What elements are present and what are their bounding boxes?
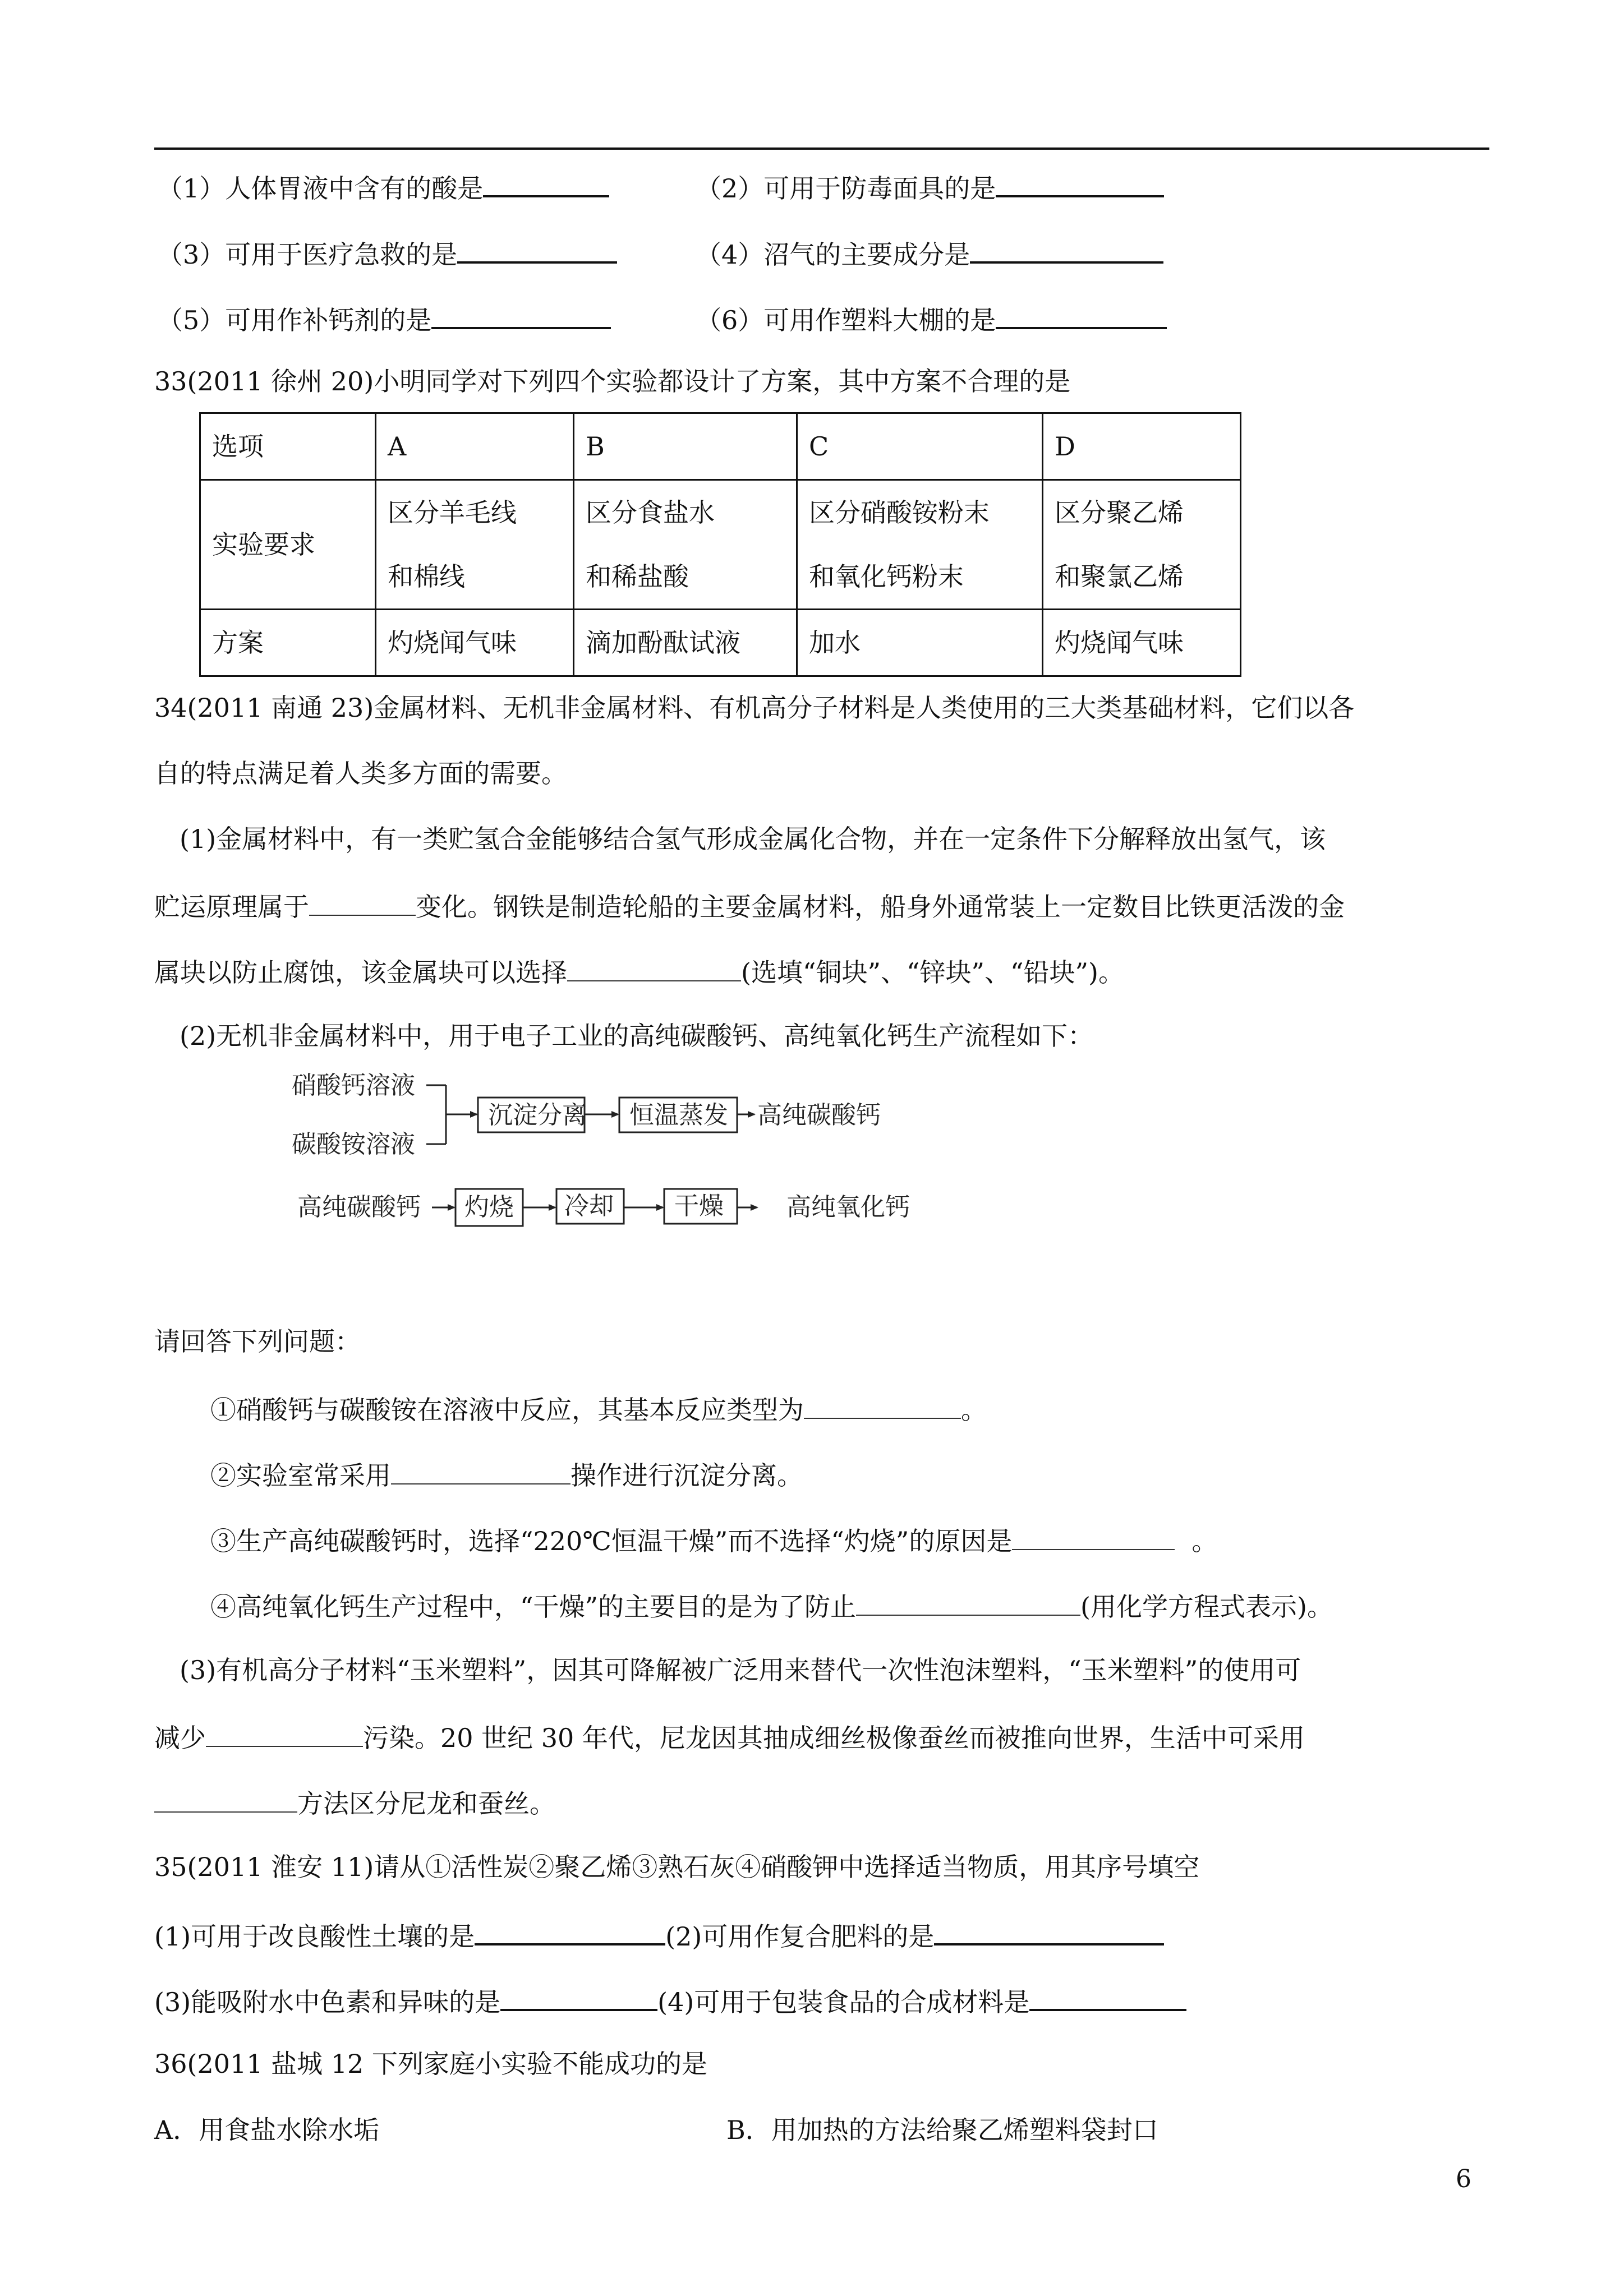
table-row xyxy=(200,480,1241,610)
flow-box-label: 恒温蒸发 xyxy=(629,1101,728,1129)
q34-part3-line-3: 方法区分尼龙和蚕丝。 xyxy=(154,1785,555,1820)
q34-sub-2: ②实验室常采用 操作进行沉淀分离。 xyxy=(210,1456,803,1492)
page-number: 6 xyxy=(1456,2165,1471,2193)
q34-ask: 请回答下列问题： xyxy=(154,1326,361,1357)
flow-box-label: 干燥 xyxy=(674,1192,724,1220)
q32-item-1: （1）人体胃液中含有的酸是 xyxy=(157,168,609,205)
flow-output-1: 高纯碳酸钙 xyxy=(757,1101,881,1129)
q33-stem: 33(2011 徐州 20)小明同学对下列四个实验都设计了方案，其中方案不合理的是 xyxy=(154,366,1071,397)
q33-table xyxy=(199,412,1241,677)
q34-part1-line-2: 贮运原理属于 变化。钢铁是制造轮船的主要金属材料，船身外通常装上一定数目比铁更活泼的金 xyxy=(154,888,1345,924)
table-cell: A xyxy=(376,413,574,480)
q34-sub-4: ④高纯氧化钙生产过程中，“干燥”的主要目的是为了防止 (用化学方程式表示)。 xyxy=(210,1588,1333,1624)
table-row xyxy=(200,413,1241,480)
q36-option-b: B．用加热的方法给聚乙烯塑料袋封口 xyxy=(726,2115,1158,2145)
q34-stem-line-1: 34(2011 南通 23)金属材料、无机非金属材料、有机高分子材料是人类使用的三大类基础材料，它们以各 xyxy=(154,693,1355,723)
answer-blank[interactable] xyxy=(206,1719,363,1747)
q35-stem: 35(2011 淮安 11)请从①活性炭②聚乙烯③熟石灰④硝酸钾中选择适当物质，用其序号填空 xyxy=(154,1852,1200,1882)
table-cell: 区分硝酸铵粉末 和氧化钙粉末 xyxy=(797,480,1043,610)
q34-part3-line-2: 减少 污染。20 世纪 30 年代，尼龙因其抽成细丝极像蚕丝而被推向世界，生活中可采用 xyxy=(154,1719,1305,1755)
q34-part1-line-1: (1)金属材料中，有一类贮氢合金能够结合氢气形成金属化合物，并在一定条件下分解释放出氢气，该 xyxy=(180,824,1326,854)
flow-input-2: 碳酸铵溶液 xyxy=(292,1130,415,1159)
answer-blank[interactable] xyxy=(500,1982,657,2011)
answer-blank[interactable] xyxy=(996,300,1167,329)
table-cell: 滴加酚酞试液 xyxy=(574,610,797,676)
table-cell: 区分羊毛线 和棉线 xyxy=(376,480,574,610)
q35-item-3-4: (3)能吸附水中色素和异味的是 (4)可用于包装食品的合成材料是 xyxy=(154,1982,1186,2019)
flow-box-label: 灼烧 xyxy=(464,1193,514,1221)
flow-box-label: 沉淀分离 xyxy=(488,1101,587,1129)
q32-item-4: （4）沼气的主要成分是 xyxy=(696,234,1163,271)
q34-sub-1: ①硝酸钙与碳酸铵在溶液中反应，其基本反应类型为 。 xyxy=(210,1391,987,1427)
answer-blank[interactable] xyxy=(970,234,1163,264)
table-cell: C xyxy=(797,413,1043,480)
answer-blank[interactable] xyxy=(856,1588,1080,1616)
flow-output-2: 高纯氧化钙 xyxy=(786,1193,910,1221)
q36-option-a: A．用食盐水除水垢 xyxy=(154,2115,380,2145)
q34-sub-3: ③生产高纯碳酸钙时，选择“220℃恒温干燥”而不选择“灼烧”的原因是 。 xyxy=(210,1522,1217,1558)
flow-box-label: 冷却 xyxy=(564,1192,614,1220)
table-cell: D xyxy=(1043,413,1241,480)
table-cell: 选项 xyxy=(200,413,376,480)
flow-start-2: 高纯碳酸钙 xyxy=(297,1193,421,1221)
table-cell: 灼烧闻气味 xyxy=(1043,610,1241,676)
table-cell: 加水 xyxy=(797,610,1043,676)
table-cell: B xyxy=(574,413,797,480)
answer-blank[interactable] xyxy=(1012,1522,1175,1550)
q34-stem-line-2: 自的特点满足着人类多方面的需要。 xyxy=(154,758,567,789)
q32-item-2: （2）可用于防毒面具的是 xyxy=(696,168,1164,205)
process-flow-diagram xyxy=(292,1068,965,1242)
answer-blank[interactable] xyxy=(475,1916,665,1945)
answer-blank[interactable] xyxy=(996,168,1164,197)
q32-item-5: （5）可用作补钙剂的是 xyxy=(157,300,611,337)
answer-blank[interactable] xyxy=(431,300,611,329)
header-rule xyxy=(154,147,1489,150)
q34-part1-line-3: 属块以防止腐蚀，该金属块可以选择 (选填“铜块”、“锌块”、“铅块”)。 xyxy=(154,953,1124,989)
q34-part3-line-1: (3)有机高分子材料“玉米塑料”，因其可降解被广泛用来替代一次性泡沫塑料，“玉米塑料”的使用可 xyxy=(180,1655,1301,1685)
answer-blank[interactable] xyxy=(1029,1982,1186,2011)
table-cell: 实验要求 xyxy=(200,480,376,610)
table-cell: 方案 xyxy=(200,610,376,676)
answer-blank[interactable] xyxy=(391,1456,571,1484)
answer-blank[interactable] xyxy=(934,1916,1164,1945)
q32-item-6: （6）可用作塑料大棚的是 xyxy=(696,300,1167,337)
answer-blank[interactable] xyxy=(457,234,617,264)
q32-item-3: （3）可用于医疗急救的是 xyxy=(157,234,617,271)
answer-blank[interactable] xyxy=(567,953,741,981)
table-cell: 区分聚乙烯 和聚氯乙烯 xyxy=(1043,480,1241,610)
answer-blank[interactable] xyxy=(309,888,416,916)
answer-blank[interactable] xyxy=(154,1785,297,1813)
answer-blank[interactable] xyxy=(483,168,609,197)
answer-blank[interactable] xyxy=(804,1391,961,1419)
table-cell: 灼烧闻气味 xyxy=(376,610,574,676)
flow-input-1: 硝酸钙溶液 xyxy=(292,1071,415,1100)
q36-stem: 36(2011 盐城 12 下列家庭小实验不能成功的是 xyxy=(154,2049,707,2079)
q34-part2-intro: (2)无机非金属材料中，用于电子工业的高纯碳酸钙、高纯氧化钙生产流程如下： xyxy=(180,1021,1094,1051)
table-row xyxy=(200,610,1241,676)
table-cell: 区分食盐水 和稀盐酸 xyxy=(574,480,797,610)
q35-item-1-2: (1)可用于改良酸性土壤的是 (2)可用作复合肥料的是 xyxy=(154,1916,1164,1953)
